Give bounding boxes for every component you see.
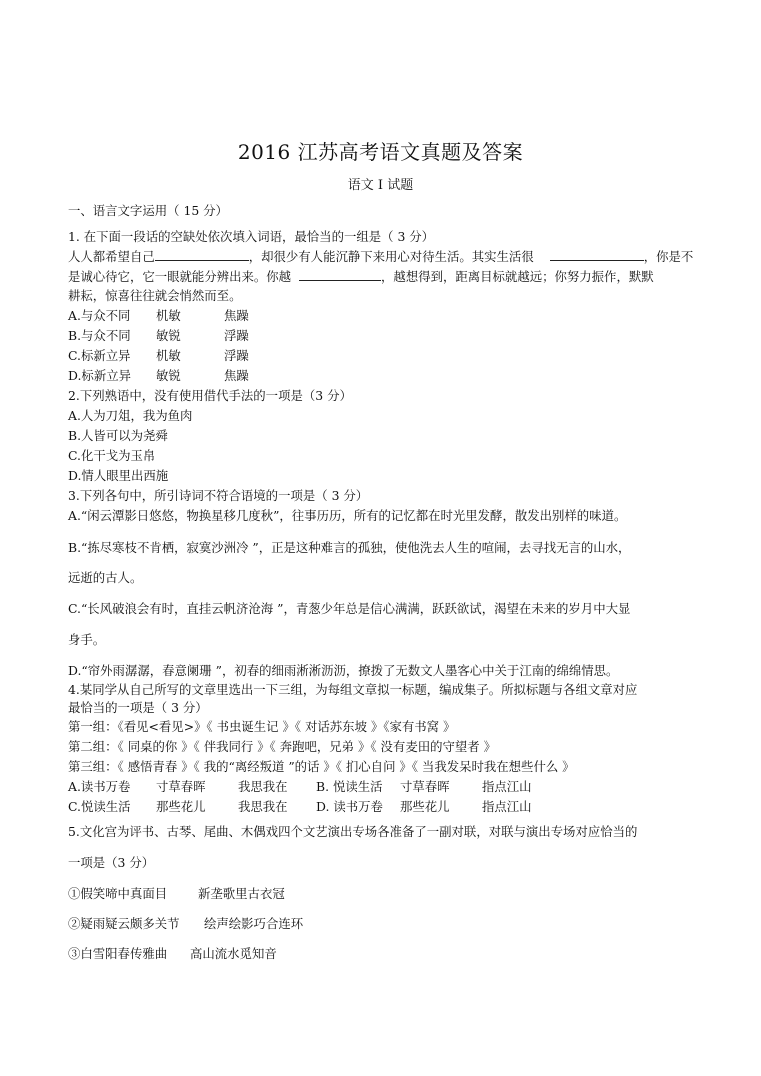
q4-options-row-2: C.悦读生活 那些花儿 我思我在 D. 读书万卷 那些花儿 指点江山 [68,799,532,814]
q5-couplet-2: ②疑雨疑云颇多关节 绘声绘影巧合连环 [68,916,304,931]
q1-option-a: A.与众不同 机敏 焦躁 [68,308,249,323]
fill-blank [299,268,381,281]
q3-option-d: D.“帘外雨潺潺，春意阑珊 ”，初春的细雨淅淅沥沥，撩拨了无数文人墨客心中关于江南的绵绵情思。 [68,663,619,678]
q1-passage-line2 [68,268,654,285]
q1-text: ，你是不 [643,249,694,264]
q3-option-b: B.“拣尽寒枝不肯栖，寂寞沙洲冷 ”，正是这种难言的孤独，使他洗去人生的喧闹，去寻找无言的山水， [68,540,631,555]
q3-option-c-cont: 身手。 [68,632,106,647]
q3-option-a: A.“闲云潭影日悠悠，物换星移几度秋”，往事历历，所有的记忆都在时光里发酵，散发出别样的味道。 [68,508,627,523]
q1-text: 是诚心待它，它一眼就能分辨出来。你越 [68,269,292,284]
q1-stem: 1. 在下面一段话的空缺处依次填入词语，最恰当的一组是（ 3 分） [68,229,435,244]
q3-option-b-cont: 远逝的古人。 [68,570,143,585]
q2-option-c: C.化干戈为玉帛 [68,448,156,463]
q4-group-1: 第一组：《看见<看见>》《 书虫诞生记 》《 对话苏东坡 》《家有书窝 》 [68,719,456,734]
section-heading: 一、语言文字运用（ 15 分） [68,203,228,218]
q2-option-d: D.情人眼里出西施 [68,468,169,483]
q4-stem-cont: 最恰当的一项是（ 3 分） [68,700,208,715]
q5-couplet-3: ③白雪阳春传雅曲 高山流水觅知音 [68,946,277,961]
q5-stem-cont: 一项是（3 分） [68,855,155,870]
q1-option-d: D.标新立异 敏锐 焦躁 [68,368,249,383]
q1-passage-line3: 耕耘，惊喜往往就会悄然而至。 [68,288,242,303]
q5-couplet-1: ①假笑啼中真面目 新垄歌里古衣冠 [68,886,285,901]
q1-text: 人人都希望自己 [68,249,155,264]
q2-option-a: A.人为刀俎，我为鱼肉 [68,408,193,423]
page-subtitle: 语文 I 试题 [347,178,414,193]
q4-stem: 4.某同学从自己所写的文章里选出一下三组，为每组文章拟一标题，编成集子。所拟标题与各组文章对应 [68,682,638,697]
q1-text: ，越想得到，距离目标就越远；你努力振作，默默 [381,269,654,284]
q4-options-row-1: A.读书万卷 寸草春晖 我思我在 B. 悦读生活 寸草春晖 指点江山 [68,779,532,794]
q3-stem: 3.下列各句中，所引诗词不符合语境的一项是（ 3 分） [68,488,369,503]
fill-blank [155,248,249,261]
page-title: 2016 江苏高考语文真题及答案 [237,140,524,164]
q5-stem: 5.文化宫为评书、古琴、尾曲、木偶戏四个文艺演出专场各准备了一副对联，对联与演出专场对应恰当的 [68,824,638,839]
q1-passage-line1 [68,248,693,265]
q2-stem: 2.下列熟语中，没有使用借代手法的一项是（3 分） [68,388,352,403]
q4-group-3: 第三组：《 感悟青春 》《 我的“离经叛道 ”的话 》《 扪心自问 》《 当我发呆时我在想些什么 》 [68,759,575,774]
q1-option-b: B.与众不同 敏锐 浮躁 [68,328,249,343]
q3-option-c: C.“长风破浪会有时，直挂云帆济沧海 ”，青葱少年总是信心满满，跃跃欲试，渴望在未来的岁月中大显 [68,601,631,616]
q4-group-2: 第二组：《 同桌的你 》《 伴我同行 》《 奔跑吧，兄弟 》《 没有麦田的守望者 》 [68,739,496,754]
q1-text: ，却很少有人能沉静下来用心对待生活。其实生活很 [248,249,534,264]
q1-option-c: C.标新立异 机敏 浮躁 [68,348,249,363]
q2-option-b: B.人皆可以为尧舜 [68,428,168,443]
fill-blank [550,248,644,261]
